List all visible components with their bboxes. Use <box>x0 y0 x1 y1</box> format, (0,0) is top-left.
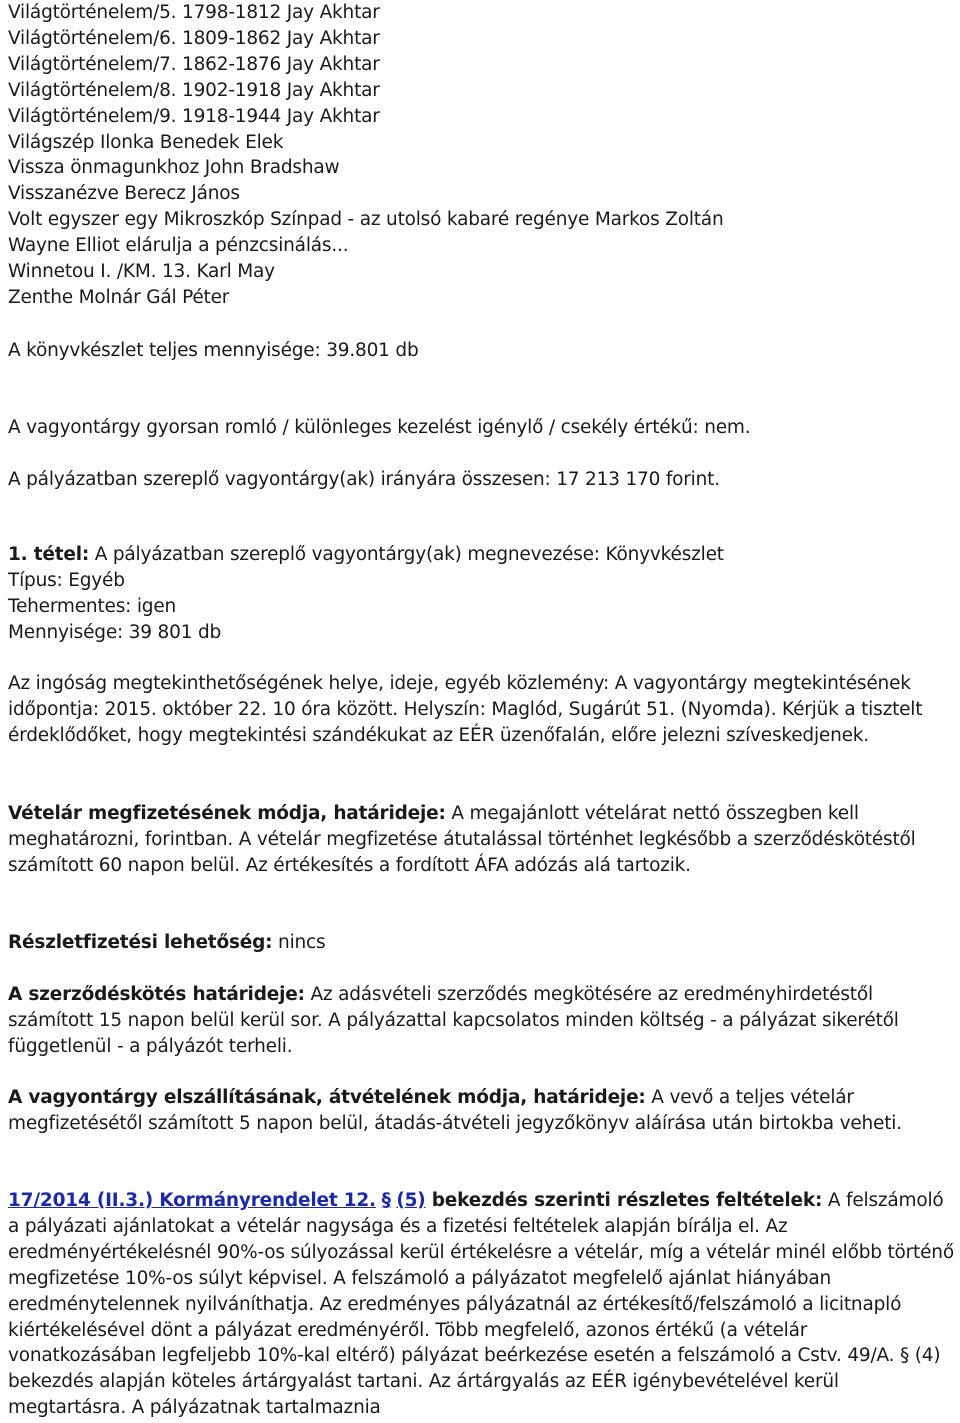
payment-text: A megajánlott vételárat nettó összegben kell meghatározni, forintban. A vételár megfizetése átutalással történhet legkésőbb a szerződéskötéstől számított 60 napon belül. Az értékesítés a fordított ÁFA adózás alá tartozik. <box>8 803 916 876</box>
installment-info <box>8 930 960 956</box>
book-list-item: Visszanézve Berecz János <box>8 183 240 205</box>
book-list-item: Világtörténelem/9. 1918-1944 Jay Akhtar <box>8 105 380 127</box>
book-list-item: Winnetou I. /KM. 13. Karl May <box>8 261 275 283</box>
book-list-item: Világtörténelem/8. 1902-1918 Jay Akhtar <box>8 79 380 101</box>
book-list <box>8 0 723 311</box>
delivery-text: A vevő a teljes vételár megfizetésétől számított 5 napon belül, átadás-átvételi jegyzőkönyv aláírása után birtokba veheti. <box>8 1087 902 1134</box>
inspection-info: Az ingóság megtekinthetőségének helye, ideje, egyéb közlemény: A vagyontárgy megtekintésének időpontja: 2015. október 22. 10 óra között. Helyszín: Maglód, Sugárút 51. (Nyomda). Kérjük a tisztelt érdeklődőket, hogy megtekintési szándékukat az EÉR üzenőfalán, előre jelezni szíveskedjenek. <box>8 673 923 746</box>
detailed-conditions <box>8 1188 960 1421</box>
price-total: A pályázatban szereplő vagyontárgy(ak) irányára összesen: 17 213 170 forint. <box>8 469 720 490</box>
paragraph-link[interactable]: (5) <box>396 1190 426 1211</box>
lot-label: 1. tétel: <box>8 544 90 565</box>
installment-text: nincs <box>272 932 326 953</box>
book-list-item: Wayne Elliot elárulja a pénzcsinálás... <box>8 235 349 257</box>
lot-encumbrance: Tehermentes: igen <box>8 595 177 617</box>
book-list-item: Világtörténelem/5. 1798-1812 Jay Akhtar <box>8 2 380 23</box>
book-list-item: Világszép Ilonka Benedek Elek <box>8 131 284 153</box>
payment-terms <box>8 801 960 879</box>
contract-deadline <box>8 982 960 1060</box>
contract-label: A szerződéskötés határideje: <box>8 984 305 1005</box>
lot-type: Típus: Egyéb <box>8 569 125 591</box>
lot-section <box>8 542 960 646</box>
payment-label: Vételár megfizetésének módja, határideje: <box>8 803 446 824</box>
installment-label: Részletfizetési lehetőség: <box>8 932 273 953</box>
book-list-item: Világtörténelem/6. 1809-1862 Jay Akhtar <box>8 27 380 49</box>
delivery-terms <box>8 1085 960 1137</box>
book-list-item: Zenthe Molnár Gál Péter <box>8 286 230 308</box>
regulation-link[interactable]: 17/2014 (II.3.) Kormányrendelet 12. <box>8 1190 376 1211</box>
perishable-statement: A vagyontárgy gyorsan romló / különleges kezelést igénylő / csekély értékű: nem. <box>8 417 751 438</box>
conditions-text: A felszámoló a pályázati ajánlatokat a vételár nagysága és a fizetési feltételek alapján bírálja el. Az eredményértékelésnél 90%-os súlyozással kerül értékelésre a vételár, míg a vételár minél előbb történő megfizetése 10%-os súlyt képvisel. A felszámoló a pályázatot megfelelő ajánlat hiányában eredménytelennek nyilváníthatja. Az eredményes pályázatnál az értékesítő/felszámoló a licitnapló kiértékelésével dönt a pályázat eredményéről. Több megfelelő, azonos értékű (a vételár vonatkozásában legfeljebb 10%-kal eltérő) pályázat beérkezése esetén a felszámoló a Cstv. 49/A. § (4) bekezdés alapján köteles ártárgyalást tartani. Az ártárgyalás az EÉR igénybevételével kerül megtartásra. A pályázatnak tartalmaznia <box>8 1190 954 1419</box>
lot-name: A pályázatban szereplő vagyontárgy(ak) megnevezése: Könyvkészlet <box>89 544 724 565</box>
total-quantity: A könyvkészlet teljes mennyisége: 39.801 db <box>8 340 419 361</box>
conditions-label: bekezdés szerinti részletes feltételek: <box>425 1190 823 1211</box>
lot-quantity: Mennyisége: 39 801 db <box>8 621 222 643</box>
book-list-item: Vissza önmagunkhoz John Bradshaw <box>8 157 340 179</box>
section-symbol-link[interactable]: § <box>381 1190 391 1211</box>
contract-text: Az adásvételi szerződés megkötésére az eredményhirdetéstől számított 15 napon belül kerül sor. A pályázattal kapcsolatos minden költség - a pályázat sikerétől függetlenül - a pályázót terheli. <box>8 984 899 1057</box>
book-list-item: Volt egyszer egy Mikroszkóp Színpad - az utolsó kabaré regénye Markos Zoltán <box>8 209 724 231</box>
lot-title <box>8 542 960 568</box>
book-list-item: Világtörténelem/7. 1862-1876 Jay Akhtar <box>8 53 380 75</box>
delivery-label: A vagyontárgy elszállításának, átvételének módja, határideje: <box>8 1087 646 1108</box>
